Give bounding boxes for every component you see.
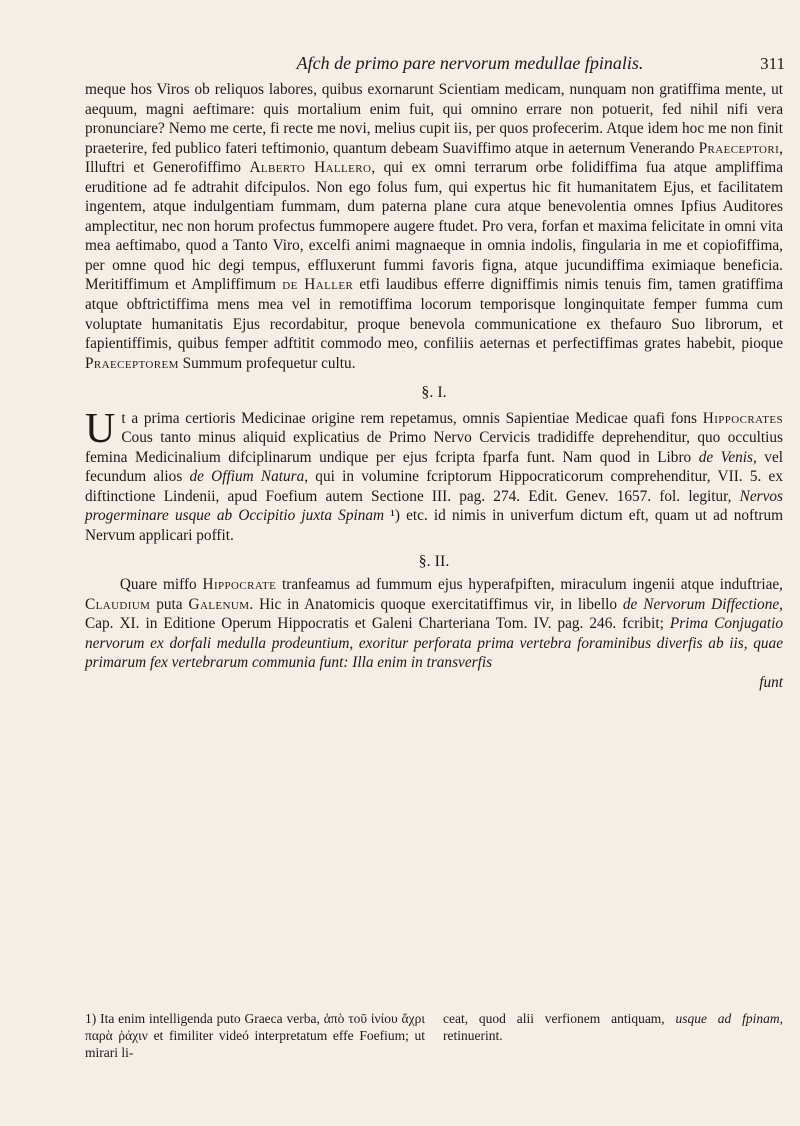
text-run: ceat, quod alii verfionem antiquam, <box>443 1011 676 1026</box>
text-run: puta <box>150 595 189 613</box>
section-heading-1: §. I. <box>421 384 447 402</box>
text-run: Summum profequetur cultu. <box>178 354 356 372</box>
name-claudium: Claudium <box>85 595 151 613</box>
name-alberto-hallero: Alberto Hallero <box>249 159 372 177</box>
text-run: , qui in volumine fcriptorum Hippocraticorum comprehenditur, VII. 5. ex diftinctione Lindenii, apud Foefium autem Sectione III. pag. 274. Edit. Genev. 1657. fol. legitur, <box>85 468 783 505</box>
footnote-right <box>443 1010 783 1061</box>
title-de-venis: de Venis <box>698 448 753 466</box>
name-hippocrates: Hippocrates <box>702 409 783 427</box>
text-run: , retinuerint. <box>443 1011 783 1043</box>
name-praeceptorem: Praeceptorem <box>85 354 179 372</box>
text-run: meque hos Viros ob reliquos labores, quibus exornarunt Scientiam medicam, nunquam non gratiffima mente, ut aequum, magni aeftimare: quis mortalium enim fuit, qui omnino errare non potuerit, fed nihil nifi vera pronunciare? Nemo me certe, fi recte me novi, melius cupit iis, per quos profecerim. Atque idem hoc me non finit praeterire, fed publico fateri teftimonio, quantum debeam Suaviffimo atque in aeternum Venerando <box>85 81 783 157</box>
drop-cap: U <box>85 405 116 452</box>
intro-paragraph <box>85 80 783 373</box>
page-number: 311 <box>760 54 785 73</box>
title-de-offium-natura: de Offium Natura <box>189 468 305 486</box>
text-run: Quare miffo <box>119 576 203 594</box>
footnote-left: 1) Ita enim intelligenda puto Graeca verba, ἀπὸ τοῦ ἰνίου ἄχρι παρὰ ῥάχιν et fimiliter videó interpretatum effe Foefium; ut mirari li- <box>85 1011 425 1060</box>
title-de-nervorum-diffectione: de Nervorum Diffectione <box>622 595 780 613</box>
name-hippocrate: Hippocrate <box>202 576 277 594</box>
text-run: t a prima certioris Medicinae origine rem repetamus, omnis Sapientiae Medicae quafi fons <box>121 409 703 427</box>
text-run: . Hic in Anatomicis quoque exercitatiffimus vir, in libello <box>249 595 623 613</box>
section-2-paragraph <box>85 575 783 673</box>
text-run: Cous tanto minus aliquid explicatius de Primo Nervo Cervicis tradidiffe deprehenditur, quo occultius femina Medicinalium difciplinarum undique per ejus fcripta fparfa funt. Nam quod in Libro <box>85 429 783 466</box>
text-run: ¹) etc. id nimis in univerfum dictum eft, quam ut ad noftrum Nervum applicari poffit. <box>85 507 783 545</box>
catchword: funt <box>759 673 783 691</box>
running-title: Afch de primo pare nervorum medullae fpinalis. <box>296 53 644 73</box>
quote-hippocrates: Nervos progerminare usque ab Occipitio juxta Spinam <box>85 487 783 525</box>
section-1-paragraph <box>85 405 783 546</box>
text-run: , Illuftri et Generofiffimo <box>85 139 783 177</box>
text-run: , qui ex omni terrarum orbe folidiffima fua atque ampliffima eruditione ad fe adtrahit difcipulos. Non ego folus fum, qui expertus hic fit humanitatem Ejus, et facilitatem ingentem, atque indulgentiam fummam, dum paterna plane cura atque benevolentia omnes Ipfius Auditores amplectitur, nec non horum profectus fummopere augere ftudet. Pro vera, forfan et maxima felicitate in omni vita mea aeftimabo, quod a Tanto Viro, excelfi animi magnaeque in omnia indolis, fingularia in me et copiofiffima, per omne quod hic degi tempus, effluxerunt fummi favoris figna, atque jucundiffima eximiaque beneficia. Meritiffimum et Ampliffimum <box>85 159 783 294</box>
name-de-haller: de Haller <box>282 276 354 294</box>
footnote <box>85 1010 783 1061</box>
text-run: , vel fecundum alios <box>85 448 783 486</box>
page-header <box>195 40 785 74</box>
name-praeceptori: Praeceptori <box>698 139 780 157</box>
name-galenum: Galenum <box>188 595 250 613</box>
main-text <box>85 80 783 692</box>
text-run: tranfeamus ad fummum ejus hyperafpiften, miraculum ingenii atque induftriae, <box>276 576 783 594</box>
section-heading-2: §. II. <box>418 552 450 570</box>
quote-galen: Prima Conjugatio nervorum ex dorfali medulla prodeuntium, exoritur perforata prima vertebra foraminibus diverfis ab iis, quae primarum fex vertebrarum communia funt: Illa enim in transverfis <box>85 615 783 672</box>
text-run: etfi laudibus efferre digniffimis nimis tenuis fim, tamen gratiffima atque obftrictiffima mens mea vel in remotiffima locorum temporisque longinquitate femper fumma cum voluptate humanitatis Ejus recordabitur, proque benevola communicatione ex thefauro Suo librorum, et fapientiffimis, quibus femper adftitit commodo meo, confiliis aeternas et perfectiffimas grates habebit, pioque <box>85 276 783 353</box>
quote-usque-ad-spinam: usque ad fpinam <box>675 1011 780 1026</box>
text-run: , Cap. XI. in Editione Operum Hippocratis et Galeni Charteriana Tom. IV. pag. 246. fcribit; <box>85 595 783 633</box>
